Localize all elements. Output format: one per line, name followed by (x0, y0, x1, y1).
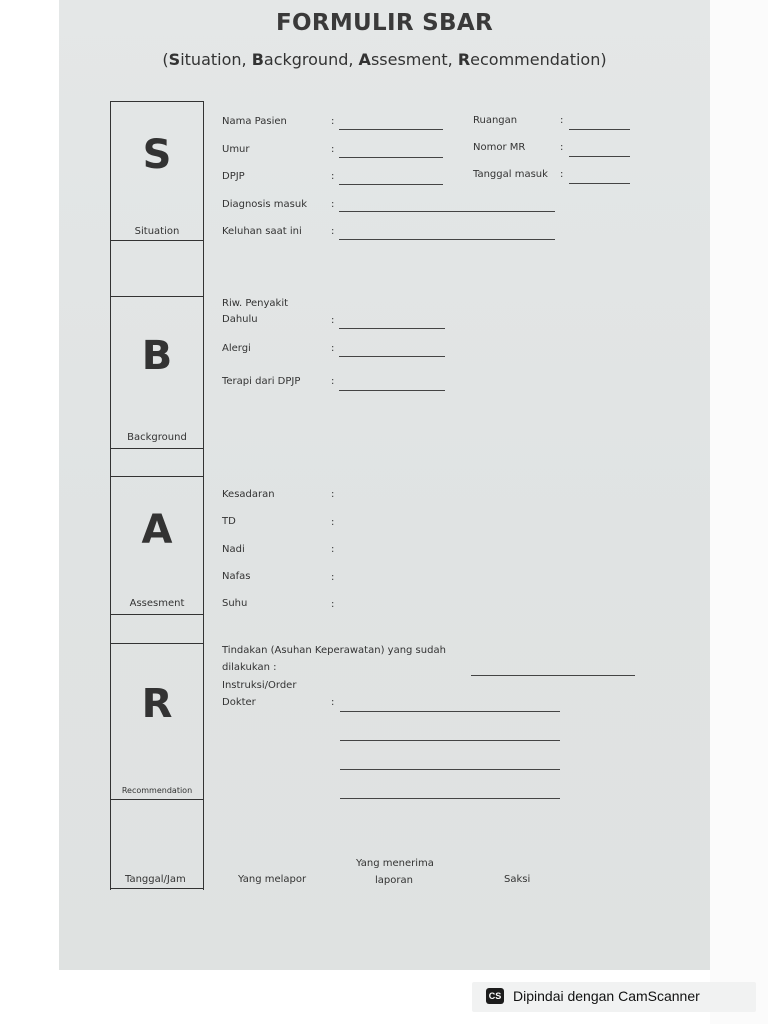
background-divider (110, 448, 204, 449)
colon: : (560, 142, 564, 153)
field-instruksi-dokter-4[interactable] (340, 798, 560, 799)
section-letter-r: R (141, 681, 173, 727)
section-label-assesment: Assesment (129, 598, 185, 609)
label-yang-menerima: Yang menerima (356, 858, 434, 869)
colon: : (560, 169, 564, 180)
colon: : (331, 116, 335, 127)
label-diagnosis-masuk: Diagnosis masuk (222, 199, 307, 210)
colon: : (331, 171, 335, 182)
colon: : (331, 489, 335, 500)
assesment-divider (110, 614, 204, 615)
section-letter-a: A (141, 507, 173, 553)
field-tindakan[interactable] (471, 675, 635, 676)
colon: : (331, 572, 335, 583)
label-kesadaran: Kesadaran (222, 489, 275, 500)
label-nafas: Nafas (222, 571, 251, 582)
colon: : (331, 144, 335, 155)
field-umur[interactable] (339, 157, 443, 158)
section-letter-s: S (142, 132, 172, 178)
field-instruksi-dokter-3[interactable] (340, 769, 560, 770)
label-tanggal-masuk: Tanggal masuk (473, 169, 548, 180)
label-terapi-dpjp: Terapi dari DPJP (222, 376, 301, 387)
section-label-situation: Situation (134, 226, 180, 237)
colon: : (331, 517, 335, 528)
sbar-column (110, 101, 204, 890)
label-tindakan-dilakukan: dilakukan : (222, 662, 277, 673)
section-letter-b: B (141, 333, 173, 379)
colon: : (331, 697, 335, 708)
label-alergi: Alergi (222, 343, 251, 354)
colon: : (331, 226, 335, 237)
colon: : (331, 343, 335, 354)
field-tanggal-masuk[interactable] (569, 183, 630, 184)
label-umur: Umur (222, 144, 250, 155)
label-laporan: laporan (375, 875, 413, 886)
form-sheet (59, 0, 710, 970)
colon: : (331, 315, 335, 326)
field-diagnosis-masuk[interactable] (339, 211, 555, 212)
section-label-recommendation: Recommendation (121, 786, 193, 795)
colon: : (331, 544, 335, 555)
field-nomor-mr[interactable] (569, 156, 630, 157)
camscanner-text: Dipindai dengan CamScanner (513, 988, 700, 1004)
form-title: FORMULIR SBAR (276, 10, 493, 36)
label-riw-penyakit-dahulu: Dahulu (222, 314, 258, 325)
colon: : (331, 599, 335, 610)
field-nama-pasien[interactable] (339, 129, 443, 130)
field-instruksi-dokter-1[interactable] (340, 711, 560, 712)
field-keluhan-saat-ini[interactable] (339, 239, 555, 240)
field-terapi-dpjp[interactable] (339, 390, 445, 391)
field-riw-penyakit-dahulu[interactable] (339, 328, 445, 329)
label-saksi: Saksi (504, 874, 531, 885)
label-nama-pasien: Nama Pasien (222, 116, 287, 127)
label-ruangan: Ruangan (473, 115, 518, 126)
field-ruangan[interactable] (569, 129, 630, 130)
camscanner-watermark (472, 982, 756, 1012)
label-nomor-mr: Nomor MR (473, 142, 526, 153)
label-instruksi-order: Instruksi/Order (222, 680, 297, 691)
label-td: TD (222, 516, 236, 527)
label-instruksi-dokter: Dokter (222, 697, 256, 708)
form-subtitle: (Situation, Background, Assesment, Recommendation) (162, 50, 607, 69)
label-riw-penyakit: Riw. Penyakit (222, 298, 289, 309)
field-alergi[interactable] (339, 356, 445, 357)
colon: : (560, 115, 564, 126)
column-bottom-border (110, 888, 204, 889)
label-keluhan-saat-ini: Keluhan saat ini (222, 226, 302, 237)
field-dpjp[interactable] (339, 184, 443, 185)
situation-divider (110, 240, 204, 241)
colon: : (331, 376, 335, 387)
label-tindakan: Tindakan (Asuhan Keperawatan) yang sudah (222, 645, 446, 656)
recommendation-divider (110, 799, 204, 800)
section-divider (110, 643, 204, 644)
section-divider (110, 296, 204, 297)
camscanner-icon: CS (486, 988, 504, 1004)
label-nadi: Nadi (222, 544, 245, 555)
field-instruksi-dokter-2[interactable] (340, 740, 560, 741)
label-yang-melapor: Yang melapor (238, 874, 307, 885)
label-tanggal-jam: Tanggal/Jam (125, 874, 186, 885)
label-dpjp: DPJP (222, 171, 245, 182)
section-divider (110, 476, 204, 477)
page-margin (710, 0, 768, 1024)
column-top-border (110, 101, 204, 102)
colon: : (331, 199, 335, 210)
label-suhu: Suhu (222, 598, 248, 609)
section-label-background: Background (127, 432, 187, 443)
